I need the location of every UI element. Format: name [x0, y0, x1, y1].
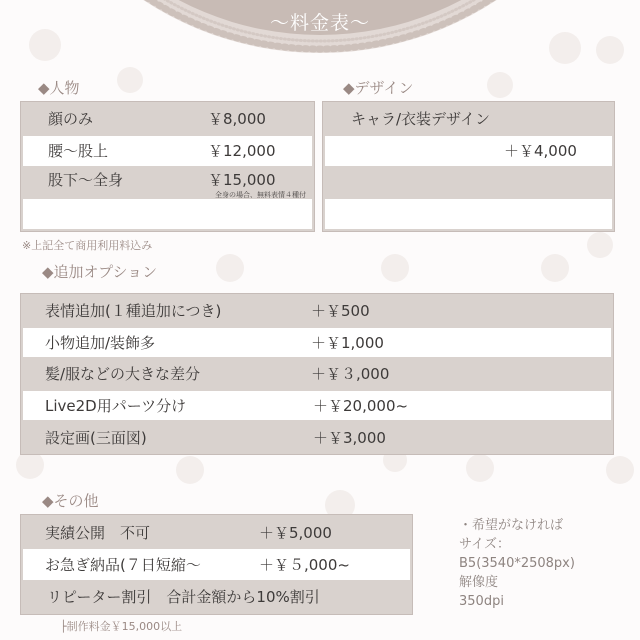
table-row — [23, 391, 611, 421]
item-price: ＋￥5,000 — [259, 523, 332, 542]
item-label: 髪/服などの大きな差分 — [45, 365, 201, 384]
table-row-empty — [23, 199, 312, 229]
spec-line: 350dpi — [459, 594, 504, 609]
spec-line: 解像度 — [459, 575, 499, 590]
table-row — [23, 328, 611, 358]
item-label: 表情追加(１種追加につき) — [45, 302, 222, 321]
item-note: 全身の場合、無料表情４種付 — [215, 190, 306, 199]
item-price: ＋￥4,000 — [504, 142, 577, 161]
item-label: 腰～股上 — [48, 142, 109, 161]
item-price: ￥8,000 — [208, 110, 266, 129]
item-label: Live2D用パーツ分け — [45, 397, 187, 416]
delivery-spec-notes — [459, 516, 575, 611]
page-title: ～料金表～ — [269, 12, 370, 34]
table-row — [325, 104, 612, 134]
item-price: ＋￥３,000 — [311, 365, 390, 384]
spec-line: ・希望がなければ — [459, 518, 564, 533]
other-price-table — [20, 514, 413, 615]
item-label: 小物追加/装飾多 — [45, 333, 156, 352]
item-price: ￥12,000 — [208, 142, 276, 161]
section-header-other: ◆その他 — [42, 492, 99, 510]
table-row — [23, 422, 611, 452]
table-row — [23, 104, 312, 134]
item-label: 股下～全身 — [48, 170, 124, 189]
item-price: ＋￥1,000 — [311, 333, 384, 352]
item-label: 設定画(三面図) — [45, 428, 147, 447]
item-label: お急ぎ納品(７日短縮～ — [45, 555, 201, 574]
item-price: ＋￥５,000~ — [259, 555, 350, 574]
item-label: キャラ/衣装デザイン — [351, 110, 491, 129]
section-header-person: ◆人物 — [38, 79, 80, 97]
item-label: 実績公開 不可 — [45, 523, 151, 542]
commercial-use-note: ※上記全て商用利用料込み — [22, 239, 153, 252]
spec-line: サイズ： — [459, 537, 510, 552]
item-label: 顔のみ — [48, 110, 94, 129]
item-label: リピーター割引 合計金額から10%割引 — [47, 588, 320, 607]
person-price-table — [20, 101, 315, 232]
repeater-condition-note: ├制作料金￥15,000以上 — [60, 620, 183, 633]
spec-line: B5(3540*2508px) — [459, 556, 575, 571]
table-row — [23, 517, 410, 547]
table-row — [23, 168, 312, 198]
table-row — [23, 136, 312, 166]
item-price: ＋￥3,000 — [313, 428, 386, 447]
item-price: ＋￥20,000~ — [313, 397, 409, 416]
item-price: ＋￥500 — [311, 302, 370, 321]
table-row — [325, 136, 612, 166]
table-row — [23, 582, 410, 612]
section-header-design: ◆デザイン — [343, 79, 414, 97]
table-row — [23, 359, 611, 389]
section-header-options: ◆追加オプション — [42, 263, 158, 281]
table-row — [23, 296, 611, 326]
options-price-table — [20, 293, 614, 455]
table-row-empty — [325, 199, 612, 229]
design-price-table — [322, 101, 615, 232]
table-row — [23, 549, 410, 579]
item-price: ￥15,000 — [208, 170, 276, 189]
table-row-empty — [325, 168, 612, 198]
